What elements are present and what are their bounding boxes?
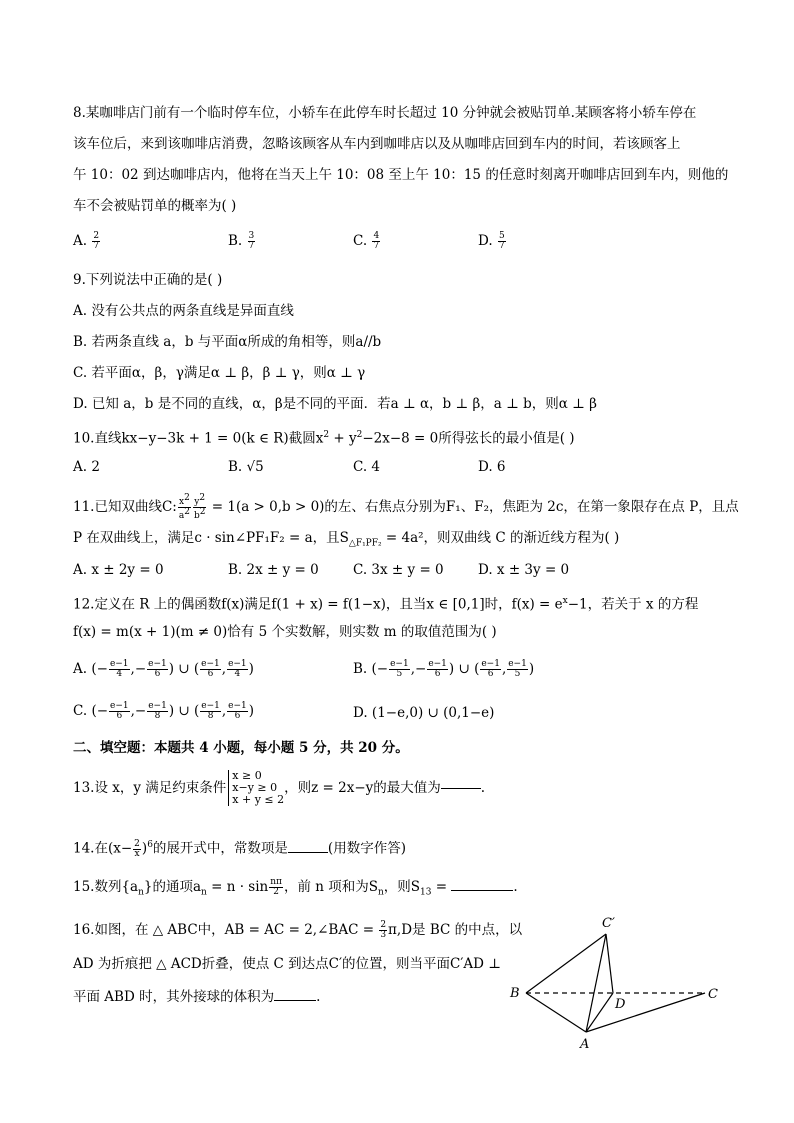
q12-line-2: f(x) = m(x + 1)(m ≠ 0)恰有 5 个实数解，则实数 m 的取值范围为( ) (73, 624, 497, 640)
q11-line-1: 11.已知双曲线C: $\frac{x^2}{a^2}$ $\frac{y^2}{b^2}$ = 1(a > 0,b > 0)的左、右焦点分别为F₁、F₂，焦距为 2c，在第一象限存在点 P，且点 (73, 493, 739, 521)
q10-option-d: D. 6 (478, 459, 506, 475)
q10-option-c: C. 4 (353, 459, 381, 475)
section-2-heading: 二、填空题：本题共 4 小题，每小题 5 分，共 20 分。 (73, 740, 409, 756)
q9-option-a: A. 没有公共点的两条直线是异面直线 (73, 303, 294, 319)
q15-stem: 15.数列$\{a_n\}$的通项$a_n = n \cdot \sin$ $\frac{n\pi}{2}$ ，前 n 项和为$S_n$，则$S_{13}$ = . (73, 877, 518, 898)
q8-line-3: 午 10：02 到达咖啡店内，他将在当天上午 10：08 至上午 10：15 的任意时刻离开咖啡店回到车内，则他的 (73, 167, 729, 183)
edge-c-prime-d (606, 934, 613, 993)
label-c: C (708, 987, 718, 1002)
q9-stem: 9.下列说法中正确的是( ) (73, 272, 223, 288)
q14-answer-blank[interactable] (288, 852, 328, 853)
q8-option-b: B. $\frac{3}{7}$ (228, 231, 255, 251)
q11-option-d: D. x ± 3y = 0 (478, 562, 570, 578)
q13-stem: 13.设 x，y 满足约束条件 x ≥ 0 x−y ≥ 0 x + y ≤ 2 ，则z = 2x−y的最大值为 . (73, 769, 486, 806)
label-b: B (510, 986, 520, 1001)
q12-option-a: A. (− $\frac{e-1}{4}$ ,− $\frac{e-1}{6}$ ) ∪ ( $\frac{e-1}{6}$ , $\frac{e-1}{4}$ ) (73, 659, 254, 679)
edge-c-prime-b (526, 934, 606, 993)
q12-option-c: C. (− $\frac{e-1}{6}$ ,− $\frac{e-1}{8}$ ) ∪ ( $\frac{e-1}{8}$ , $\frac{e-1}{6}$ ) (73, 701, 255, 721)
q15-answer-blank[interactable] (451, 890, 513, 891)
edge-ba (526, 993, 586, 1032)
q13-answer-blank[interactable] (441, 788, 481, 789)
q12-option-b: B. (− $\frac{e-1}{5}$ ,− $\frac{e-1}{6}$ ) ∪ ( $\frac{e-1}{6}$ , $\frac{e-1}{5}$ ) (353, 659, 535, 679)
q11-line-2: P 在双曲线上，满足c · sin∠PF₁F₂ = a，且$S_{\triangle F_1PF_2} = 4a^2$，则双曲线 C 的渐近线方程为( ) (73, 530, 620, 549)
q8-option-d: D. $\frac{5}{7}$ (478, 231, 505, 251)
q12-option-d: D. (1−e,0) ∪ (0,1−e) (353, 705, 495, 721)
q8-line-1: 8.某咖啡店门前有一个临时停车位，小轿车在此停车时长超过 10 分钟就会被贴罚单.某顾客将小轿车停在 (73, 105, 697, 121)
q8-option-c: C. $\frac{4}{7}$ (353, 231, 380, 251)
q11-option-a: A. x ± 2y = 0 (73, 562, 164, 578)
edge-ac (586, 993, 705, 1032)
label-c-prime: C′ (602, 916, 615, 931)
q16-line-2: AD 为折痕把 △ ACD折叠，使点 C 到达点C′的位置，则当平面C′AD ⊥ (73, 956, 501, 972)
q16-answer-blank[interactable] (274, 1000, 316, 1001)
q9-option-d: D. 已知 a，b 是不同的直线，α，β是不同的平面．若a ⊥ α，b ⊥ β，a ⊥ b，则α ⊥ β (73, 396, 597, 412)
q8-line-4: 车不会被贴罚单的概率为( ) (73, 198, 237, 214)
q16-figure (500, 905, 740, 1055)
q10-option-a: A. 2 (73, 459, 100, 475)
q14-stem: 14.在(x− $\frac{2}{x}$ )$^6$的展开式中，常数项是 (用数字作答) (73, 838, 406, 859)
label-d: D (615, 997, 626, 1012)
q11-option-b: B. 2x ± y = 0 (228, 562, 319, 578)
q9-option-c: C. 若平面α，β，γ满足α ⊥ β，β ⊥ γ，则α ⊥ γ (73, 365, 366, 381)
q12-line-1: 12.定义在 R 上的偶函数f(x)满足f(1 + x) = f(1−x)，且当x ∈ [0,1]时，$f(x) = e^x-1$，若关于 x 的方程 (73, 596, 699, 613)
q8-line-2: 该车位后，来到该咖啡店消费，忽略该顾客从车内到咖啡店以及从咖啡店回到车内的时间，若该顾客上 (73, 136, 681, 152)
q11-option-c: C. 3x ± y = 0 (353, 562, 444, 578)
q16-line-3: 平面 ABD 时，其外接球的体积为 . (73, 989, 321, 1005)
q13-constraints: x ≥ 0 x−y ≥ 0 x + y ≤ 2 (228, 770, 284, 806)
label-a: A (580, 1037, 590, 1052)
q10-option-b: B. √5 (228, 459, 264, 475)
q8-option-a: A. $\frac{2}{7}$ (73, 231, 100, 251)
q9-option-b: B. 若两条直线 a，b 与平面α所成的角相等，则a//b (73, 334, 382, 350)
q10-stem: 10.直线kx−y−3k + 1 = 0(k ∈ R)截圆$x^2 + y^2-2x-8 = 0$所得弦长的最小值是( ) (73, 430, 575, 447)
q16-line-1: 16.如图，在 △ ABC中，AB = AC = 2,∠BAC = $\frac{2}{3}$ π,D是 BC 的中点，以 (73, 920, 523, 940)
